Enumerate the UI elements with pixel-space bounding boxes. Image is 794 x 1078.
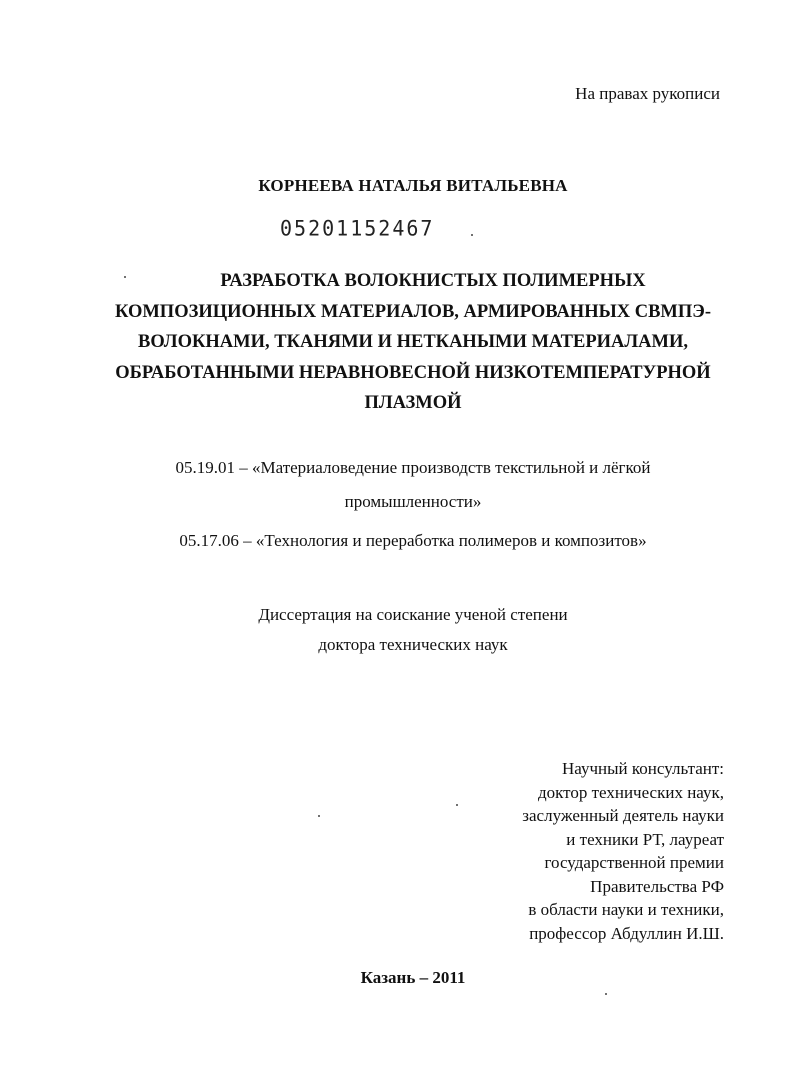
degree-statement (0, 600, 794, 660)
title-line: РАЗРАБОТКА ВОЛОКНИСТЫХ ПОЛИМЕРНЫХ (220, 271, 646, 291)
scan-speck (318, 815, 320, 817)
specialty-code-2 (0, 524, 794, 558)
specialty-line: 05.17.06 – «Технология и переработка полимеров и композитов» (179, 531, 647, 550)
advisor-line: профессор Абдуллин И.Ш. (529, 923, 724, 943)
manuscript-rights-note: На правах рукописи (575, 84, 720, 103)
advisor-line: заслуженный деятель науки (522, 806, 724, 825)
specialty-code-1 (0, 451, 794, 519)
scientific-advisor-block (522, 757, 724, 945)
advisor-line: и техники РТ, лауреат (566, 829, 724, 849)
title-line: ОБРАБОТАННЫМИ НЕРАВНОВЕСНОЙ НИЗКОТЕМПЕРАТУРНОЙ (115, 362, 711, 383)
specialty-line: 05.19.01 – «Материаловедение производств текстильной и лёгкой (175, 458, 651, 477)
library-stamp-number: 05201152467 (280, 215, 435, 241)
scan-speck (605, 993, 607, 995)
specialty-line: промышленности» (344, 492, 482, 511)
title-line: КОМПОЗИЦИОННЫХ МАТЕРИАЛОВ, АРМИРОВАННЫХ СВМПЭ- (115, 301, 711, 322)
degree-line: Диссертация на соискание ученой степени (258, 605, 568, 624)
city-year: Казань – 2011 (360, 968, 466, 987)
author-name: КОРНЕЕВА НАТАЛЬЯ ВИТАЛЬЕВНА (258, 176, 568, 195)
advisor-line: Правительства РФ (590, 876, 724, 896)
title-line: ВОЛОКНАМИ, ТКАНЯМИ И НЕТКАНЫМИ МАТЕРИАЛАМИ, (137, 332, 689, 352)
scan-speck (456, 804, 458, 806)
degree-line: доктора технических наук (318, 635, 508, 654)
scan-speck (471, 234, 473, 236)
scan-speck (124, 276, 126, 278)
dissertation-title (0, 266, 794, 419)
advisor-line: доктор технических наук, (537, 782, 724, 802)
advisor-line: государственной премии (544, 853, 724, 872)
advisor-line: в области науки и техники, (528, 900, 724, 919)
title-line: ПЛАЗМОЙ (364, 393, 462, 413)
advisor-line: Научный консультант: (562, 759, 724, 778)
